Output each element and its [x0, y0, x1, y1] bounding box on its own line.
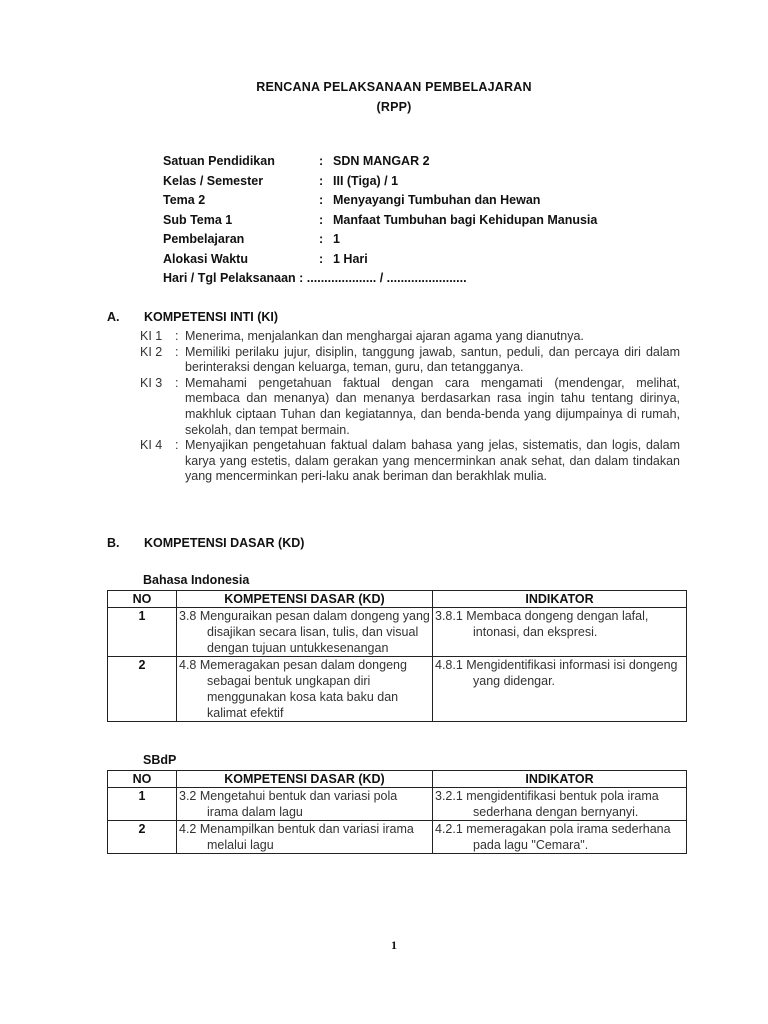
ki-colon: : — [175, 344, 179, 359]
table-header-row — [108, 771, 687, 788]
identity-label: Satuan Pendidikan — [163, 154, 275, 168]
identity-row — [163, 193, 597, 213]
ki-code: KI 4 — [140, 438, 163, 453]
kd-table-sbdp — [107, 770, 687, 854]
identity-block — [163, 154, 597, 291]
cell-indikator — [433, 821, 687, 854]
table-row — [108, 608, 687, 657]
identity-value: III (Tiga) / 1 — [333, 173, 399, 188]
cell-kd — [177, 821, 433, 854]
section-title: KOMPETENSI DASAR (KD) — [144, 536, 305, 550]
table-row — [108, 788, 687, 821]
cell-no: 1 — [108, 788, 177, 821]
table-row — [108, 821, 687, 854]
kd-text: 3.2 Mengetahui bentuk dan variasi pola irama dalam lagu — [179, 789, 398, 819]
section-letter: B. — [107, 536, 120, 550]
cell-no: 1 — [108, 608, 177, 657]
ki-colon: : — [175, 438, 179, 453]
core-competency-list — [140, 329, 680, 485]
header-kd: KOMPETENSI DASAR (KD) — [177, 591, 433, 608]
cell-no: 2 — [108, 657, 177, 722]
identity-value: Manfaat Tumbuhan bagi Kehidupan Manusia — [333, 212, 598, 227]
indikator-text: 3.2.1 mengidentifikasi bentuk pola irama sederhana dengan bernyanyi. — [435, 789, 659, 819]
list-item — [140, 438, 680, 485]
cell-kd — [177, 788, 433, 821]
ki-text: Menyajikan pengetahuan faktual dalam bahasa yang jelas, sistematis, dan logis, dalam karya yang estetis, dalam gerakan yang mencerminkan anak sehat, dan dalam tindakan yang mencerminkan peri-laku anak beriman dan berakhlak mulia. — [185, 438, 680, 484]
ki-code: KI 2 — [140, 344, 163, 359]
ki-code: KI 1 — [140, 329, 163, 343]
indikator-text: 4.8.1 Mengidentifikasi informasi isi dongeng yang didengar. — [435, 658, 678, 688]
identity-value: SDN MANGAR 2 — [333, 154, 430, 168]
identity-colon: : — [319, 232, 324, 246]
cell-kd — [177, 657, 433, 722]
cell-indikator — [433, 788, 687, 821]
document-title: RENCANA PELAKSANAAN PEMBELAJARAN — [256, 80, 532, 94]
identity-colon: : — [319, 173, 324, 188]
indikator-text: 4.2.1 memeragakan pola irama sederhana pada lagu "Cemara". — [435, 822, 671, 852]
ki-colon: : — [175, 375, 179, 390]
identity-label: Tema 2 — [163, 193, 206, 207]
identity-colon: : — [319, 193, 324, 207]
table-header-row — [108, 591, 687, 608]
list-item — [140, 345, 680, 376]
document-subtitle: (RPP) — [376, 100, 412, 114]
identity-colon: : — [319, 154, 324, 168]
identity-label: Pembelajaran — [163, 232, 245, 246]
kd-text: 4.8 Memeragakan pesan dalam dongeng sebagai bentuk ungkapan diri menggunakan kosa kata baku dan kalimat efektif — [179, 658, 407, 720]
identity-row — [163, 174, 597, 194]
section-title: KOMPETENSI INTI (KI) — [144, 310, 279, 324]
header-indikator: INDIKATOR — [433, 771, 687, 788]
header-indikator: INDIKATOR — [433, 591, 687, 608]
identity-date-row — [163, 271, 597, 291]
identity-value: 1 Hari — [333, 251, 368, 266]
header-no: NO — [108, 771, 177, 788]
table-row — [108, 657, 687, 722]
cell-indikator — [433, 657, 687, 722]
subject-heading-sbdp: SBdP — [143, 753, 177, 767]
section-letter: A. — [107, 310, 120, 324]
header-no: NO — [108, 591, 177, 608]
implementation-date-line: Hari / Tgl Pelaksanaan : .................... / ....................... — [163, 271, 467, 285]
identity-colon: : — [319, 212, 324, 227]
identity-value: Menyayangi Tumbuhan dan Hewan — [333, 193, 541, 207]
page-number: 1 — [391, 938, 397, 952]
identity-label: Alokasi Waktu — [163, 251, 248, 266]
list-item — [140, 376, 680, 438]
identity-label: Kelas / Semester — [163, 173, 264, 188]
header-kd: KOMPETENSI DASAR (KD) — [177, 771, 433, 788]
subject-heading-bahasa-indonesia: Bahasa Indonesia — [143, 573, 250, 587]
ki-text: Memiliki perilaku jujur, disiplin, tanggung jawab, santun, peduli, dan percaya diri dalam berinteraksi dengan keluarga, teman, guru, dan tetangganya. — [185, 344, 680, 375]
identity-row — [163, 154, 597, 174]
kd-table-bahasa-indonesia — [107, 590, 687, 722]
identity-value: 1 — [333, 232, 340, 246]
kd-text: 3.8 Menguraikan pesan dalam dongeng yang disajikan secara lisan, tulis, dan visual dengan tujuan untukkesenangan — [179, 609, 430, 655]
cell-no: 2 — [108, 821, 177, 854]
identity-row — [163, 213, 597, 233]
ki-text: Menerima, menjalankan dan menghargai ajaran agama yang dianutnya. — [185, 329, 584, 343]
kd-text: 4.2 Menampilkan bentuk dan variasi irama melalui lagu — [179, 822, 414, 852]
cell-kd — [177, 608, 433, 657]
ki-colon: : — [175, 329, 179, 343]
identity-colon: : — [319, 251, 324, 266]
ki-code: KI 3 — [140, 375, 163, 390]
cell-indikator — [433, 608, 687, 657]
indikator-text: 3.8.1 Membaca dongeng dengan lafal, intonasi, dan ekspresi. — [435, 609, 649, 639]
ki-text: Memahami pengetahuan faktual dengan cara mengamati (mendengar, melihat, membaca dan menanya) dan menanya berdasarkan rasa ingin tahu tentang dirinya, makhluk ciptaan Tuhan dan kegiatannya, dan benda-benda yang dijumpainya di rumah, sekolah, dan tempat bermain. — [185, 375, 680, 437]
identity-row — [163, 252, 597, 272]
list-item — [140, 329, 680, 345]
identity-row — [163, 232, 597, 252]
identity-label: Sub Tema 1 — [163, 212, 233, 227]
